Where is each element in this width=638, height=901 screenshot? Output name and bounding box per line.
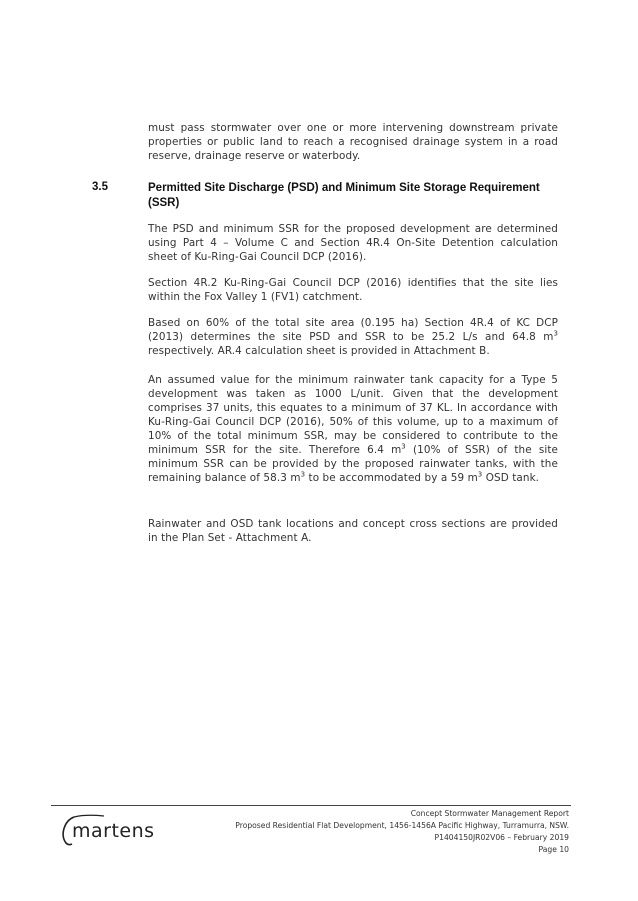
superscript: 3	[300, 470, 306, 479]
text-run: respectively. AR.4 calculation sheet is provided in Attachment B.	[148, 345, 490, 357]
superscript: 3	[401, 442, 406, 451]
section-number: 3.5	[92, 181, 108, 193]
logo-text: martens	[72, 820, 155, 842]
paragraph-catchment	[148, 276, 558, 304]
section-title: Permitted Site Discharge (PSD) and Minimum Site Storage Requirement (SSR)	[148, 182, 540, 209]
paragraph-psd-ssr	[148, 222, 558, 264]
superscript: 3	[553, 329, 558, 338]
intro-text: must pass stormwater over one or more intervening downstream private properties or public land to reach a recognised drainage system in a road reserve, drainage reserve or waterbody.	[148, 122, 558, 162]
paragraph-rainwater-tank	[148, 373, 558, 485]
text-run: (10% of SSR) of the site minimum SSR can be provided by the proposed rainwater tanks, with the remaining balance of 58.3 m	[148, 444, 558, 484]
footer-divider	[51, 805, 571, 806]
intro-paragraph	[148, 121, 558, 163]
text-run: An assumed value for the minimum rainwater tank capacity for a Type 5 development was taken as 1000 L/unit. Given that the development comprises 37 units, this equates to a minimum of 37 KL. In accordance with Ku-Ring-Gai Council DCP (2016), 50% of this volume, up to a maximum of 10% of the total minimum SSR, may be considered to contribute to the minimum SSR for the site. Therefore 6.4 m	[148, 374, 558, 456]
paragraph-text	[148, 373, 558, 485]
paragraph-text	[148, 316, 558, 358]
paragraph-text: Rainwater and OSD tank locations and concept cross sections are provided in the Plan Set - Attachment A.	[148, 518, 558, 544]
text-run: OSD tank.	[482, 472, 540, 484]
footer-report-title: Concept Stormwater Management Report	[410, 809, 569, 818]
text-run: Based on 60% of the total site area (0.195 ha) Section 4R.4 of KC DCP (2013) determines the site PSD and SSR to be 25.2 L/s and 64.8 m	[148, 317, 558, 343]
company-logo	[60, 813, 155, 847]
page-number: Page 10	[538, 845, 569, 854]
text-run: to be accommodated by a 59 m	[305, 472, 478, 484]
paragraph-text: The PSD and minimum SSR for the proposed development are determined using Part 4 – Volume C and Section 4R.4 On-Site Detention calculation sheet of Ku-Ring-Gai Council DCP (2016).	[148, 223, 558, 263]
footer-project: Proposed Residential Flat Development, 1456-1456A Pacific Highway, Turramurra, NSW.	[235, 821, 569, 830]
paragraph-text: Section 4R.2 Ku-Ring-Gai Council DCP (2016) identifies that the site lies within the Fox Valley 1 (FV1) catchment.	[148, 277, 558, 303]
footer-info	[235, 808, 569, 856]
paragraph-tank-locations	[148, 517, 558, 545]
superscript: 3	[477, 470, 483, 479]
footer-reference: P1404150JR02V06 – February 2019	[434, 833, 569, 842]
paragraph-site-area	[148, 316, 558, 358]
